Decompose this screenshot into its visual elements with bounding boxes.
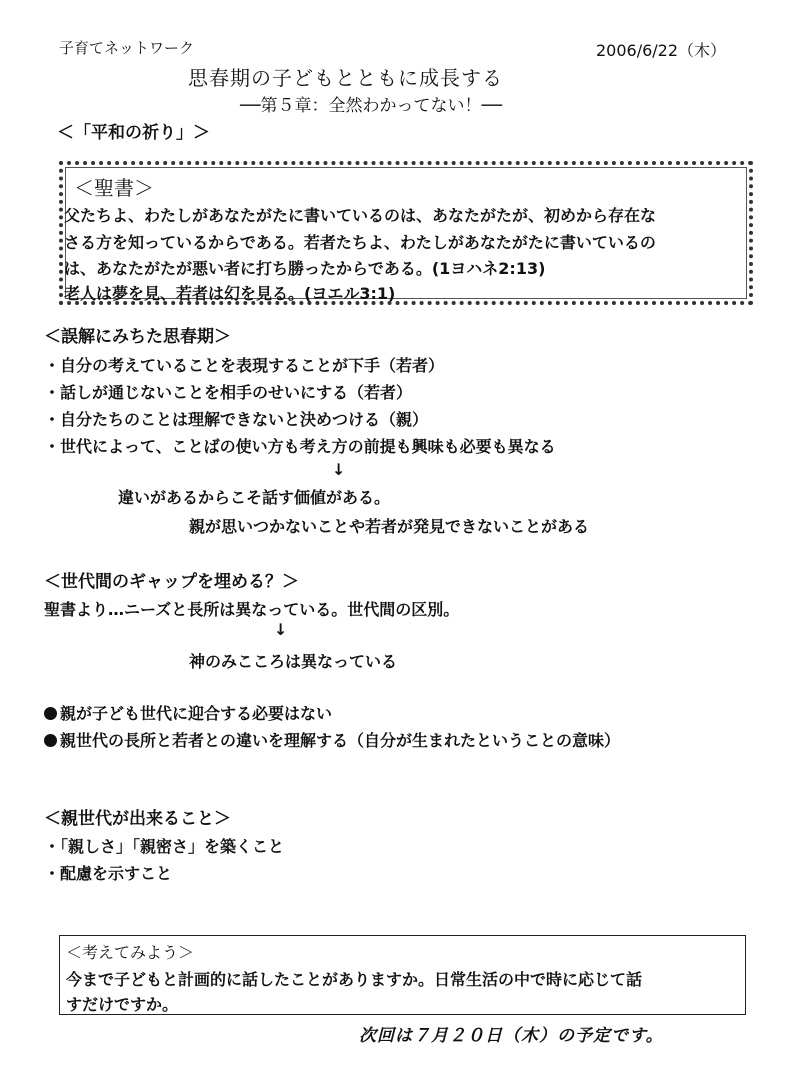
page-subtitle: ──第５章：全然わかってない！── — [240, 96, 502, 116]
page-title: 思春期の子どもとともに成長する — [188, 66, 503, 90]
down-arrow-icon: ↓ — [274, 620, 288, 639]
scripture-line: 老人は夢を見、若者は幻を見る。(ヨエル3:1) — [64, 284, 396, 303]
list-item: ・配慮を示すこと — [44, 864, 173, 883]
think-heading: ＜考えてみよう＞ — [66, 943, 195, 962]
think-question: すだけですか。 — [66, 995, 179, 1014]
conclusion-text: 違いがあるからこそ話す価値がある。 — [118, 488, 391, 507]
prayer-heading: ＜「平和の祈り」＞ — [57, 123, 210, 143]
list-item: ・話しが通じないことを相手のせいにする（若者） — [44, 383, 413, 402]
scripture-line: さる方を知っているからである。若者たちよ、わたしがあなたがたに書いているの — [64, 233, 656, 252]
bullet-icon — [44, 707, 57, 720]
point-text: 親が子ども世代に迎合する必要はない — [60, 704, 333, 723]
next-session-note: 次回は７月２０日（木）の予定です。 — [359, 1026, 664, 1046]
scripture-line: 父たちよ、わたしがあなたがたに書いているのは、あなたがたが、初めから存在な — [64, 206, 657, 225]
point-text: 親世代の長所と若者との違いを理解する（自分が生まれたということの意味） — [60, 731, 621, 750]
list-item: ・自分の考えていることを表現することが下手（若者） — [44, 356, 445, 375]
conclusion-text: 親が思いつかないことや若者が発見できないことがある — [189, 517, 590, 536]
list-item: ・自分たちのことは理解できないと決めつける（親） — [44, 410, 429, 429]
list-item: ・「親しさ」「親密さ」を築くこと — [44, 837, 285, 856]
scripture-heading: ＜聖書＞ — [74, 176, 154, 200]
bullet-icon — [44, 734, 57, 747]
document-date: 2006/6/22（木） — [596, 41, 727, 60]
section-heading-parent-generation: ＜親世代が出来ること＞ — [44, 809, 231, 829]
organization-name: 子育てネットワーク — [59, 39, 195, 57]
conclusion-text: 神のみこころは異なっている — [189, 652, 398, 671]
think-question: 今まで子どもと計画的に話したことがありますか。日常生活の中で時に応じて話 — [66, 970, 643, 989]
section-heading-misunderstanding: ＜誤解にみちた思春期＞ — [44, 327, 231, 347]
section-heading-generation-gap: ＜世代間のギャップを埋める？＞ — [44, 572, 299, 592]
body-text: 聖書より…ニーズと長所は異なっている。世代間の区別。 — [44, 600, 460, 619]
scripture-line: は、あなたがたが悪い者に打ち勝ったからである。(1ヨハネ2:13) — [64, 259, 546, 278]
point-item — [44, 728, 620, 751]
down-arrow-icon: ↓ — [332, 460, 346, 479]
point-item — [44, 701, 332, 724]
list-item: ・世代によって、ことばの使い方も考え方の前提も興味も必要も異なる — [44, 437, 556, 456]
